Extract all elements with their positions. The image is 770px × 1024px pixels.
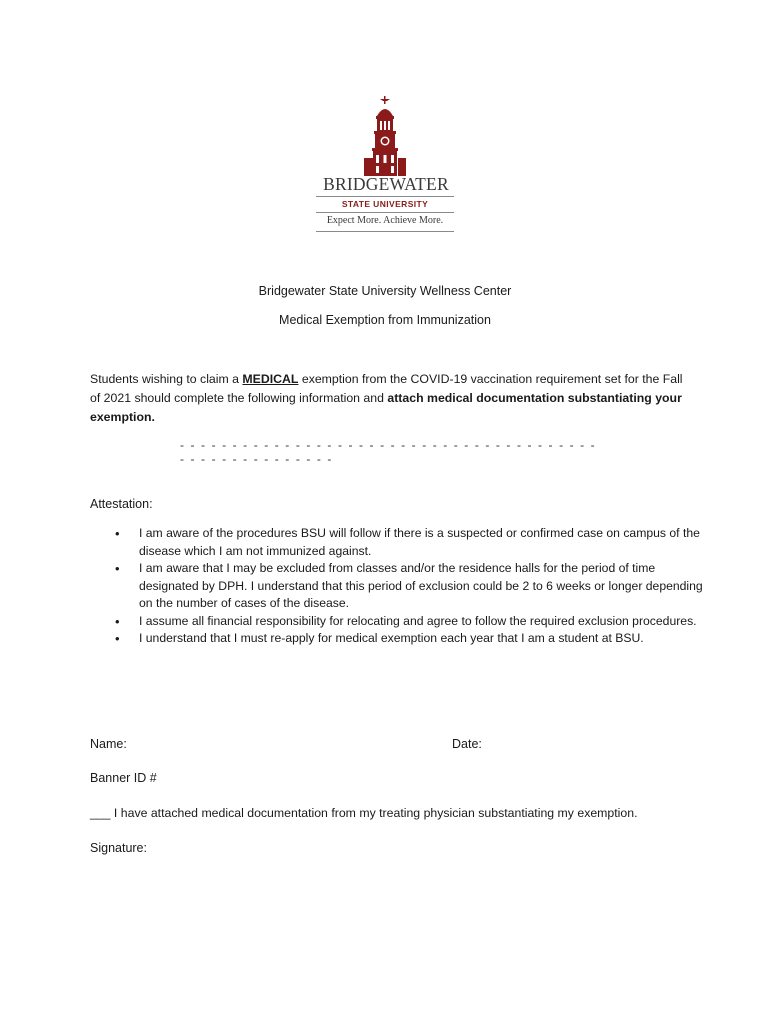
list-item: • I assume all financial responsibility for relocating and agree to follow the required exclusion procedures.: [112, 613, 712, 631]
list-item: • I am aware of the procedures BSU will follow if there is a suspected or confirmed case on campus of the disease which I am not immunized against.: [112, 525, 712, 560]
intro-text: Students wishing to claim a: [90, 372, 243, 386]
logo-wordmark: BRIDGEWATER: [323, 174, 449, 194]
logo-divider: [316, 212, 454, 213]
intro-bold-instruction: attach medical documentation substantiating your exemption.: [90, 391, 682, 424]
logo-subtitle: STATE UNIVERSITY: [341, 199, 429, 209]
name-field-label: Name:: [90, 737, 127, 751]
logo-divider: [316, 231, 454, 232]
list-item: • I understand that I must re-apply for medical exemption each year that I am a student at BSU.: [112, 630, 712, 648]
attestation-heading: Attestation:: [90, 497, 153, 511]
date-field-label: Date:: [452, 737, 482, 751]
documentation-statement: ___ I have attached medical documentation from my treating physician substantiating my exemption.: [90, 806, 638, 820]
logo-tagline: Expect More. Achieve More.: [326, 215, 444, 226]
intro-paragraph: [90, 370, 690, 427]
medical-emphasis: MEDICAL: [242, 372, 299, 386]
document-title: Medical Exemption from Immunization: [279, 313, 491, 327]
document-heading: Bridgewater State University Wellness Center: [258, 284, 512, 298]
dashed-separator: - - - - - - - - - - - - - - - - - - - - - - - - - - - - - - - - - - - - - - - - - - - - - - - - - - - - - - -: [180, 438, 597, 466]
university-logo: [300, 96, 470, 238]
list-item: • I am aware that I may be excluded from classes and/or the residence halls for the period of time designated by DPH. I understand that this period of exclusion could be 2 to 6 weeks or longer depending on the number of cases of the disease.: [112, 560, 712, 613]
clock-tower-icon: [360, 96, 410, 176]
attestation-list: [112, 525, 712, 648]
signature-label: Signature:: [90, 841, 147, 855]
banner-id-label: Banner ID #: [90, 771, 157, 785]
logo-divider: [316, 196, 454, 197]
intro-text: exemption from the COVID-19 vaccination requirement set for the Fall of 2021 should complete the following information and: [90, 372, 683, 405]
